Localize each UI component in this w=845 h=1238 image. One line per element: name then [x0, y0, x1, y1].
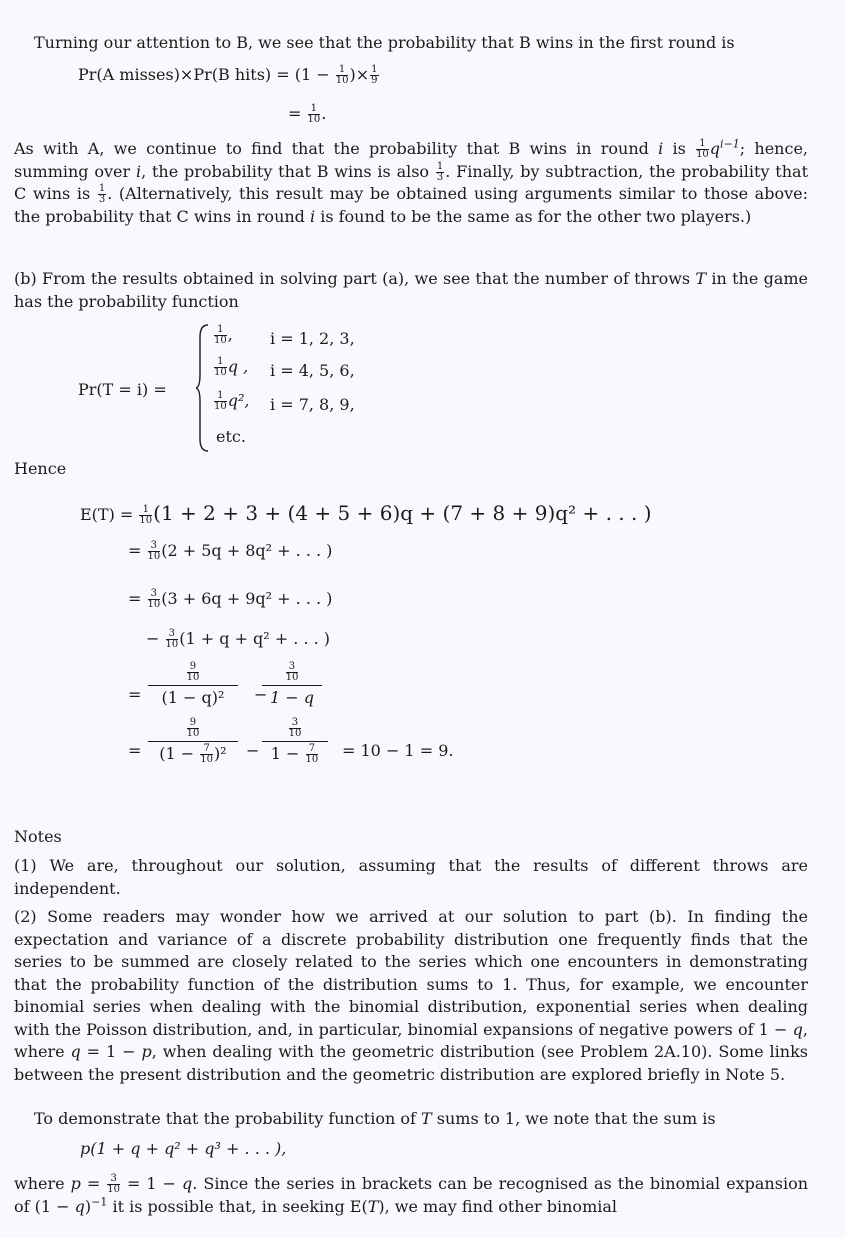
sum-equation: p(1 + q + q² + q³ + . . . ),	[80, 1139, 287, 1158]
exp-line-6-frac-a: $\frac{9}{10}$ (1 − $\frac{7}{10}$ )²	[148, 718, 238, 765]
equation-b-first-round	[78, 64, 380, 86]
eq1-mid: )×	[349, 65, 370, 84]
paragraph-binomial: where p = $\frac{3}{10}$ = 1 − q. Since the series in brackets can be recognised as the binomial expansion of $(1 - q)^{-1}$ it is possible that, in seeking E(T), we may find other binomial	[14, 1173, 809, 1216]
exp-line-2: = $\frac{3}{10}$ (2 + 5q + 8q² + . . . )	[128, 540, 333, 562]
eq1-frac2: $\frac{1}{9}$	[371, 64, 378, 86]
exp-line-5-minus: −	[254, 685, 268, 704]
pf-row-2: $\frac{1}{10}$ q ,	[214, 356, 249, 378]
exp-line-6-frac-b: $\frac{3}{10}$ 1 − $\frac{7}{10}$	[262, 718, 328, 765]
exp-line-6-eq: =	[128, 741, 142, 760]
exp-line-4: − $\frac{3}{10}$ (1 + q + q² + . . . )	[146, 628, 331, 650]
paragraph-sum-to-one: To demonstrate that the probability function of T sums to 1, we note that the sum is	[34, 1109, 716, 1128]
pf-row-1: $\frac{1}{10}$ ,	[214, 324, 233, 346]
exp-line-6-minus: −	[246, 741, 260, 760]
paragraph-part-b: (b) From the results obtained in solving part (a), we see that the number of throws T in the game has the probability function	[14, 269, 808, 311]
eq1-equals: =	[288, 104, 302, 123]
note-2: (2) Some readers may wonder how we arrived at our solution to part (b). In finding the expectation and variance of a discrete probability distribution one frequently finds that the series to be summed are closely related to the series which one encounters in demonstrating that the probability function of the distribution sums to 1. Thus, for example, we encounter binomial series when dealing with the binomial distribution, exponential series when dealing with the Poisson distribution, and, in particular, binomial expansions of negative powers of 1 − q, where q = 1 − p, when dealing with the geometric distribution (see Problem 2A.10). Some links between the present distribution and the geometric distribution are explored briefly in Note 5.	[14, 907, 808, 1084]
exp-line-5-eq: =	[128, 685, 142, 704]
exp-line-1: E(T) = $\frac{1}{10}$ (1 + 2 + 3 + (4 + 5 + 6)q + (7 + 8 + 9)q² + . . . )	[80, 501, 652, 526]
pf-cond-1: i = 1, 2, 3,	[270, 329, 355, 348]
eq1-dot: .	[321, 104, 327, 123]
exp-line-5-frac-a: $\frac{9}{10}$ (1 − q)²	[148, 662, 238, 708]
pf-lhs: Pr(T = i) =	[78, 380, 167, 399]
eq1-rhs1: = (1 −	[276, 65, 335, 84]
pf-row-3: $\frac{1}{10}$ q²,	[214, 390, 250, 412]
equation-b-result	[288, 103, 326, 125]
hence-label: Hence	[14, 459, 67, 478]
intro-line: Turning our attention to B, we see that the probability that B wins in the first round is	[34, 33, 735, 52]
paragraph-b-wins: As with A, we continue to find that the probability that B wins in round i is $\frac{1}{10}$ $q^{i-1}$; hence, summing over i, the probability that B wins is also $\frac{1}{3}$ . Finally, by subtraction, the probability that C wins is $\frac{1}{3}$ . (Alternatively, this result may be obtained using arguments similar to those above: the probability that C wins in round i is found to be the same as for the other two players.)	[14, 137, 809, 226]
pf-etc: etc.	[216, 427, 246, 446]
eq1-lhs: Pr(A misses)×Pr(B hits)	[78, 65, 272, 84]
exp-line-6-result: = 10 − 1 = 9.	[342, 741, 454, 760]
note-1: (1) We are, throughout our solution, assuming that the results of different throws are independent.	[14, 856, 808, 898]
eq1-result-frac: $\frac{1}{10}$	[307, 103, 321, 125]
pf-cond-2: i = 4, 5, 6,	[270, 361, 355, 380]
notes-heading: Notes	[14, 827, 62, 846]
left-brace-icon	[196, 323, 210, 453]
eq1-frac1: $\frac{1}{10}$	[335, 64, 349, 86]
exp-line-3: = $\frac{3}{10}$ (3 + 6q + 9q² + . . . )	[128, 588, 333, 610]
pf-cond-3: i = 7, 8, 9,	[270, 395, 355, 414]
exp-line-5-frac-b: $\frac{3}{10}$ 1 − q	[262, 662, 322, 708]
